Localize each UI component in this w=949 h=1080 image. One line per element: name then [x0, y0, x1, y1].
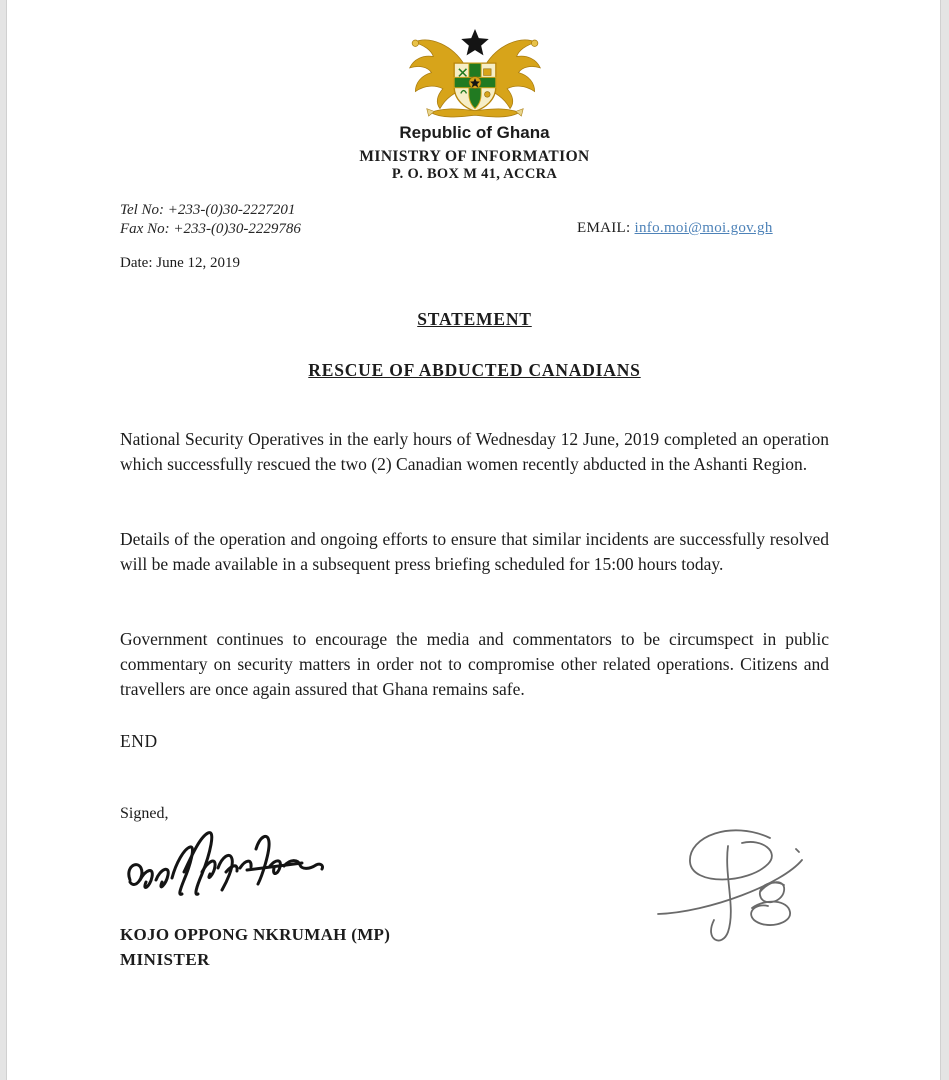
signed-label: Signed,: [120, 805, 169, 822]
date-line: Date: June 12, 2019: [120, 255, 240, 271]
end-marker: END: [120, 731, 158, 751]
tel-line: Tel No: +233-(0)30-2227201: [120, 202, 296, 218]
ministry-title: MINISTRY OF INFORMATION: [359, 148, 590, 165]
initials-signature: [650, 818, 828, 958]
signatory-title: MINISTER: [120, 950, 210, 969]
republic-title: Republic of Ghana: [399, 123, 550, 142]
po-box-address: P. O. BOX M 41, ACCRA: [391, 166, 558, 182]
paragraph-caution: Government continues to encourage the media and commentators to be circumspect in public commentary on security matters in order not to compromise other related operations. Citizens and travellers are once again assured that Ghana remains safe.: [120, 628, 829, 699]
ghana-coat-of-arms-icon: [404, 26, 546, 123]
email-link[interactable]: info.moi@moi.gov.gh: [634, 220, 773, 236]
email-line: [577, 220, 773, 237]
minister-signature: [120, 822, 332, 910]
paragraph-briefing: Details of the operation and ongoing efforts to ensure that similar incidents are successfully resolved will be made available in a subsequent press briefing scheduled for 15:00 hours today.: [120, 528, 829, 574]
subject-heading: RESCUE OF ABDUCTED CANADIANS: [308, 360, 641, 380]
fax-line: Fax No: +233-(0)30-2229786: [120, 221, 301, 237]
paragraph-rescue: National Security Operatives in the early hours of Wednesday 12 June, 2019 completed an operation which successfully rescued the two (2) Canadian women recently abducted in the Ashanti Region.: [120, 428, 829, 474]
signatory-name: KOJO OPPONG NKRUMAH (MP): [120, 925, 391, 944]
statement-heading: STATEMENT: [417, 309, 532, 329]
email-label: EMAIL:: [577, 220, 631, 236]
